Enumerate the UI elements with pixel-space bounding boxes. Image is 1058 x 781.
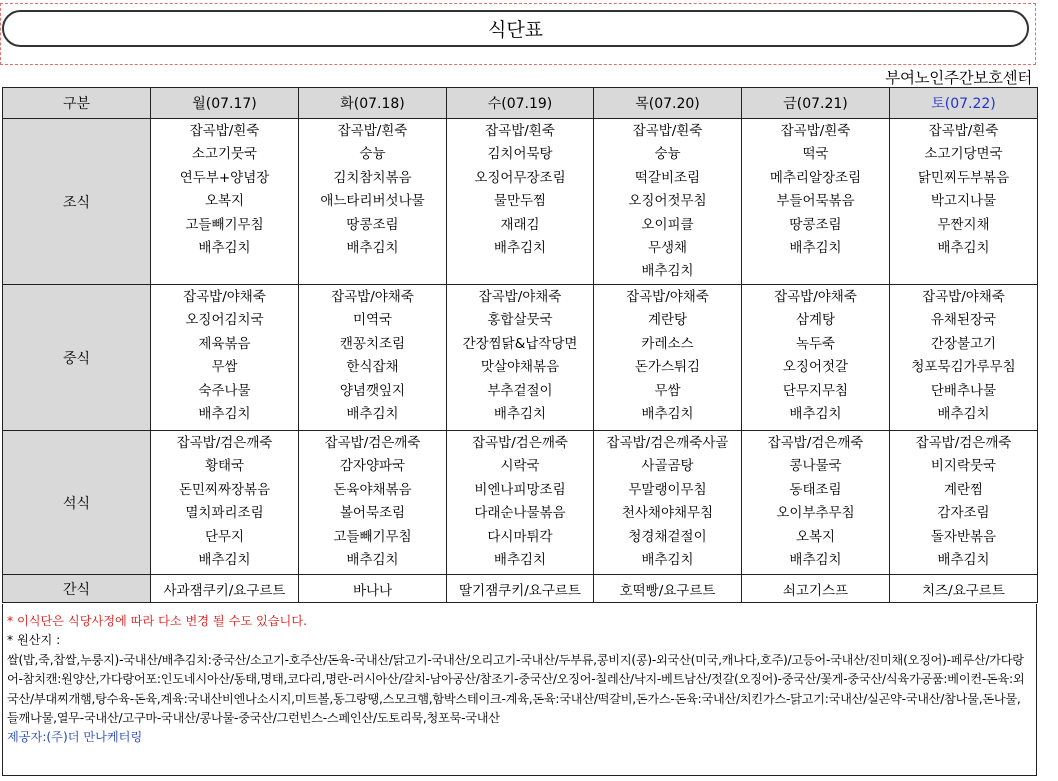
menu-item: 다래순나물볶음 xyxy=(474,505,566,522)
menu-item: 숙주나물 xyxy=(198,382,251,399)
center-name: 부여노인주간보호센터 xyxy=(885,69,1032,87)
menu-item: 재래김 xyxy=(500,216,540,233)
menu-item: 잡곡밥/검은깨죽 xyxy=(472,435,568,451)
notice-text: * 이식단은 식당사정에 따라 다소 변경 될 수도 있습니다. xyxy=(7,614,307,628)
menu-item: 숭늉 xyxy=(654,146,681,163)
menu-item: 삼계탕 xyxy=(795,312,836,329)
menu-item: 돈가스튀김 xyxy=(634,359,701,376)
header-row xyxy=(3,88,1038,119)
menu-item: 무쌈 xyxy=(654,382,681,399)
menu-item: 배추김치 xyxy=(937,239,990,256)
menu-item: 떡갈비조림 xyxy=(634,169,701,186)
menu-cell-tue xyxy=(299,119,447,285)
meal-row xyxy=(3,285,1038,431)
menu-item: 콩나물국 xyxy=(789,458,842,475)
menu-item: 오이피클 xyxy=(641,216,694,233)
menu-item: 잡곡밥/흰죽 xyxy=(632,123,703,139)
menu-item: 유채된장국 xyxy=(930,312,997,329)
menu-item: 무생채 xyxy=(647,239,688,256)
menu-item: 단배추나물 xyxy=(930,382,997,399)
header-day-fri: 금(07.21) xyxy=(742,88,890,119)
menu-item: 시락국 xyxy=(500,458,540,475)
menu-item: 감자조림 xyxy=(937,505,990,522)
menu-item: 잡곡밥/검은깨죽사골 xyxy=(606,435,729,451)
header-day-thu: 목(07.20) xyxy=(594,88,742,119)
menu-item: 잡곡밥/흰죽 xyxy=(780,123,851,139)
menu-item: 배추김치 xyxy=(493,239,547,256)
meal-row xyxy=(3,431,1038,575)
menu-item: 배추김치 xyxy=(641,551,694,568)
menu-item: 잡곡밥/흰죽 xyxy=(337,123,408,139)
menu-cell-wed xyxy=(447,119,594,285)
menu-item: 잡곡밥/흰죽 xyxy=(485,123,555,139)
menu-item: 멸치꽈리조림 xyxy=(185,505,264,522)
menu-item: 배추김치 xyxy=(641,263,694,280)
menu-item: 고들빼기무침 xyxy=(185,216,264,233)
menu-item: 오징어김치국 xyxy=(185,312,264,329)
menu-item: 간장찜닭&납작당면 xyxy=(462,335,578,352)
menu-item: 잡곡밥/검은깨죽 xyxy=(767,435,864,451)
menu-item: 카레소스 xyxy=(641,335,694,352)
menu-item: 잡곡밥/야채죽 xyxy=(626,289,709,305)
menu-item: 계란탕 xyxy=(647,312,688,329)
menu-item: 물만두찜 xyxy=(493,193,547,210)
menu-item: 잡곡밥/검은깨죽 xyxy=(915,435,1012,451)
menu-item: 메추리알장조림 xyxy=(769,169,862,186)
menu-item: 오징어무장조림 xyxy=(474,169,566,186)
menu-item: 배추김치 xyxy=(346,551,399,568)
menu-item: 땅콩조림 xyxy=(789,216,842,233)
menu-item: 미역국 xyxy=(352,312,393,329)
header-day-tue: 화(07.18) xyxy=(299,88,447,119)
menu-cell-wed xyxy=(447,431,594,575)
menu-item: 비지락뭇국 xyxy=(930,458,997,475)
menu-item: 사골곰탕 xyxy=(641,458,694,475)
menu-item: 돈민찌짜장볶음 xyxy=(178,481,271,498)
menu-item: 홍합살뭇국 xyxy=(487,312,553,329)
menu-item: 볼어묵조림 xyxy=(339,505,406,522)
origin-text: 쌀(밥,죽,찹쌀,누룽지)-국내산/배추김치:중국산/소고기-호주산/돈육-국내산/닭고기-국내산/오리고기-국내산/두부류,콩비지(콩)-외국산(미국,캐나다,호주)/고등어-국내산/진미채(오징어)-페루산/가다랑어-참치캔:원양산,가다랑어포:인도네시아산/동태,명태,코다리,명란-러시아산/갈치-남아공산/참조기-중국산/오징어-칠레산/낙지-베트남산/젓갈(오징어)-중국산/꽃게-중국산/식육가공품:베이컨-돈육:외국산/부대찌개햄,탕수육-돈육,계육:국내산비엔나소시지,미트볼,동그랑땡,스모크햄,함박스테이크-계육,돈육:국내산/떡갈비,돈가스-돈육:국내산/치킨가스-닭고기:국내산/실곤약-국내산/참나물,돈나물,들깨나물,열무-국내산/고구마-국내산/콩나물-중국산/그런빈스-스페인산/도토리묵,청포묵-국내산 xyxy=(7,652,1025,726)
menu-item: 황태국 xyxy=(204,458,245,475)
notes-section xyxy=(2,604,1037,776)
snack-cell-thu: 호떡빵/요구르트 xyxy=(594,575,742,603)
menu-item: 잡곡밥/야채죽 xyxy=(478,289,562,305)
menu-item: 오징어젓무침 xyxy=(628,193,707,210)
menu-cell-sat xyxy=(890,431,1038,575)
page-title-text: 식단표 xyxy=(487,19,544,41)
menu-item: 배추김치 xyxy=(789,551,842,568)
snack-cell-fri: 쇠고기스프 xyxy=(742,575,890,603)
menu-cell-wed xyxy=(447,285,594,431)
menu-item: 무말랭이무침 xyxy=(628,481,707,498)
menu-item: 무쌈 xyxy=(211,359,238,376)
menu-item: 청포묵김가루무침 xyxy=(911,359,1016,376)
meal-label: 조식 xyxy=(3,119,151,285)
header-category: 구분 xyxy=(3,88,151,119)
meal-body xyxy=(3,119,1038,603)
menu-cell-sat xyxy=(890,119,1038,285)
origin-title: * 원산지 : xyxy=(7,633,61,648)
menu-cell-thu xyxy=(594,431,742,575)
menu-item: 동태조림 xyxy=(789,481,842,498)
menu-item: 소고기당면국 xyxy=(924,146,1003,163)
menu-item: 다시마튀각 xyxy=(487,528,553,545)
menu-item: 떡국 xyxy=(802,146,829,163)
snack-cell-tue: 바나나 xyxy=(299,575,447,603)
menu-item: 오이부추무침 xyxy=(776,505,855,522)
menu-item: 배추김치 xyxy=(937,551,990,568)
menu-item: 천사채야채무침 xyxy=(621,505,714,522)
menu-item: 숭늉 xyxy=(359,146,386,163)
menu-item: 배추김치 xyxy=(198,551,251,568)
menu-item: 잡곡밥/검은깨죽 xyxy=(176,435,273,451)
menu-item: 고들빼기무침 xyxy=(333,528,412,545)
meal-label: 석식 xyxy=(3,431,151,575)
menu-item: 무짠지채 xyxy=(937,216,990,233)
menu-item: 오복지 xyxy=(795,528,836,545)
menu-cell-fri xyxy=(742,285,890,431)
menu-item: 잡곡밥/야채죽 xyxy=(922,289,1005,305)
menu-cell-mon xyxy=(151,285,299,431)
menu-cell-tue xyxy=(299,285,447,431)
menu-item: 한식잡채 xyxy=(346,359,399,376)
menu-item: 단무지무침 xyxy=(782,382,849,399)
menu-item: 잡곡밥/야채죽 xyxy=(331,289,414,305)
menu-cell-sat xyxy=(890,285,1038,431)
snack-cell-wed: 딸기잼쿠키/요구르트 xyxy=(447,575,594,603)
menu-item: 땅콩조림 xyxy=(346,216,399,233)
menu-item: 소고기뭇국 xyxy=(191,146,258,163)
menu-item: 배추김치 xyxy=(346,239,399,256)
menu-item: 간장불고기 xyxy=(930,335,997,352)
header-day-wed: 수(07.19) xyxy=(447,88,594,119)
menu-cell-fri xyxy=(742,119,890,285)
header-day-sat: 토(07.22) xyxy=(890,88,1038,119)
menu-item: 양념깻잎지 xyxy=(339,382,406,399)
menu-cell-thu xyxy=(594,119,742,285)
menu-item: 돌자반볶음 xyxy=(930,528,997,545)
menu-item: 돈육야채볶음 xyxy=(333,481,412,498)
menu-item: 잡곡밥/흰죽 xyxy=(928,123,999,139)
header-day-mon: 월(07.17) xyxy=(151,88,299,119)
menu-item: 애느타리버섯나물 xyxy=(320,193,425,210)
provider-text: 제공자:(주)더 만나케터링 xyxy=(7,730,143,745)
meal-label: 중식 xyxy=(3,285,151,431)
menu-item: 잡곡밥/흰죽 xyxy=(189,123,260,139)
snack-cell-mon: 사과잼쿠키/요구르트 xyxy=(151,575,299,603)
menu-item: 계란찜 xyxy=(943,481,984,498)
menu-item: 배추김치 xyxy=(789,405,842,422)
menu-cell-fri xyxy=(742,431,890,575)
menu-cell-thu xyxy=(594,285,742,431)
snack-row xyxy=(3,575,1038,603)
menu-item: 단무지 xyxy=(204,528,245,545)
menu-item: 녹두죽 xyxy=(795,335,836,352)
menu-item: 배추김치 xyxy=(789,239,842,256)
menu-item: 비엔나피망조림 xyxy=(474,481,566,498)
menu-cell-tue xyxy=(299,431,447,575)
meal-row xyxy=(3,119,1038,285)
menu-cell-mon xyxy=(151,119,299,285)
menu-item: 배추김치 xyxy=(641,405,694,422)
menu-item: 캔꽁치조림 xyxy=(339,335,406,352)
menu-item: 연두부+양념장 xyxy=(179,169,270,186)
menu-item: 부추겉절이 xyxy=(487,382,553,399)
menu-item: 잡곡밥/야채죽 xyxy=(774,289,857,305)
page-title xyxy=(2,10,1029,47)
menu-item: 잡곡밥/검은깨죽 xyxy=(324,435,421,451)
menu-item: 제육볶음 xyxy=(198,335,251,352)
snack-cell-sat: 치즈/요구르트 xyxy=(890,575,1038,603)
menu-item: 배추김치 xyxy=(493,405,547,422)
menu-item: 잡곡밥/야채죽 xyxy=(183,289,266,305)
menu-item: 맛살야채볶음 xyxy=(480,359,560,376)
menu-item: 김치참치볶음 xyxy=(333,169,412,186)
menu-item: 배추김치 xyxy=(937,405,990,422)
menu-table xyxy=(2,87,1038,603)
menu-item: 배추김치 xyxy=(493,551,547,568)
menu-item: 박고지나물 xyxy=(930,193,997,210)
menu-item: 청경채겉절이 xyxy=(628,528,707,545)
menu-item: 부들어묵볶음 xyxy=(776,193,855,210)
menu-item: 김치어묵탕 xyxy=(487,146,553,163)
menu-item: 배추김치 xyxy=(346,405,399,422)
menu-item: 감자양파국 xyxy=(339,458,406,475)
menu-cell-mon xyxy=(151,431,299,575)
menu-item: 닭민찌두부볶음 xyxy=(917,169,1010,186)
menu-item: 배추김치 xyxy=(198,405,251,422)
menu-item: 배추김치 xyxy=(198,239,251,256)
snack-label: 간식 xyxy=(3,575,151,603)
menu-item: 오징어젓갈 xyxy=(782,359,849,376)
menu-item: 오복지 xyxy=(204,193,245,210)
